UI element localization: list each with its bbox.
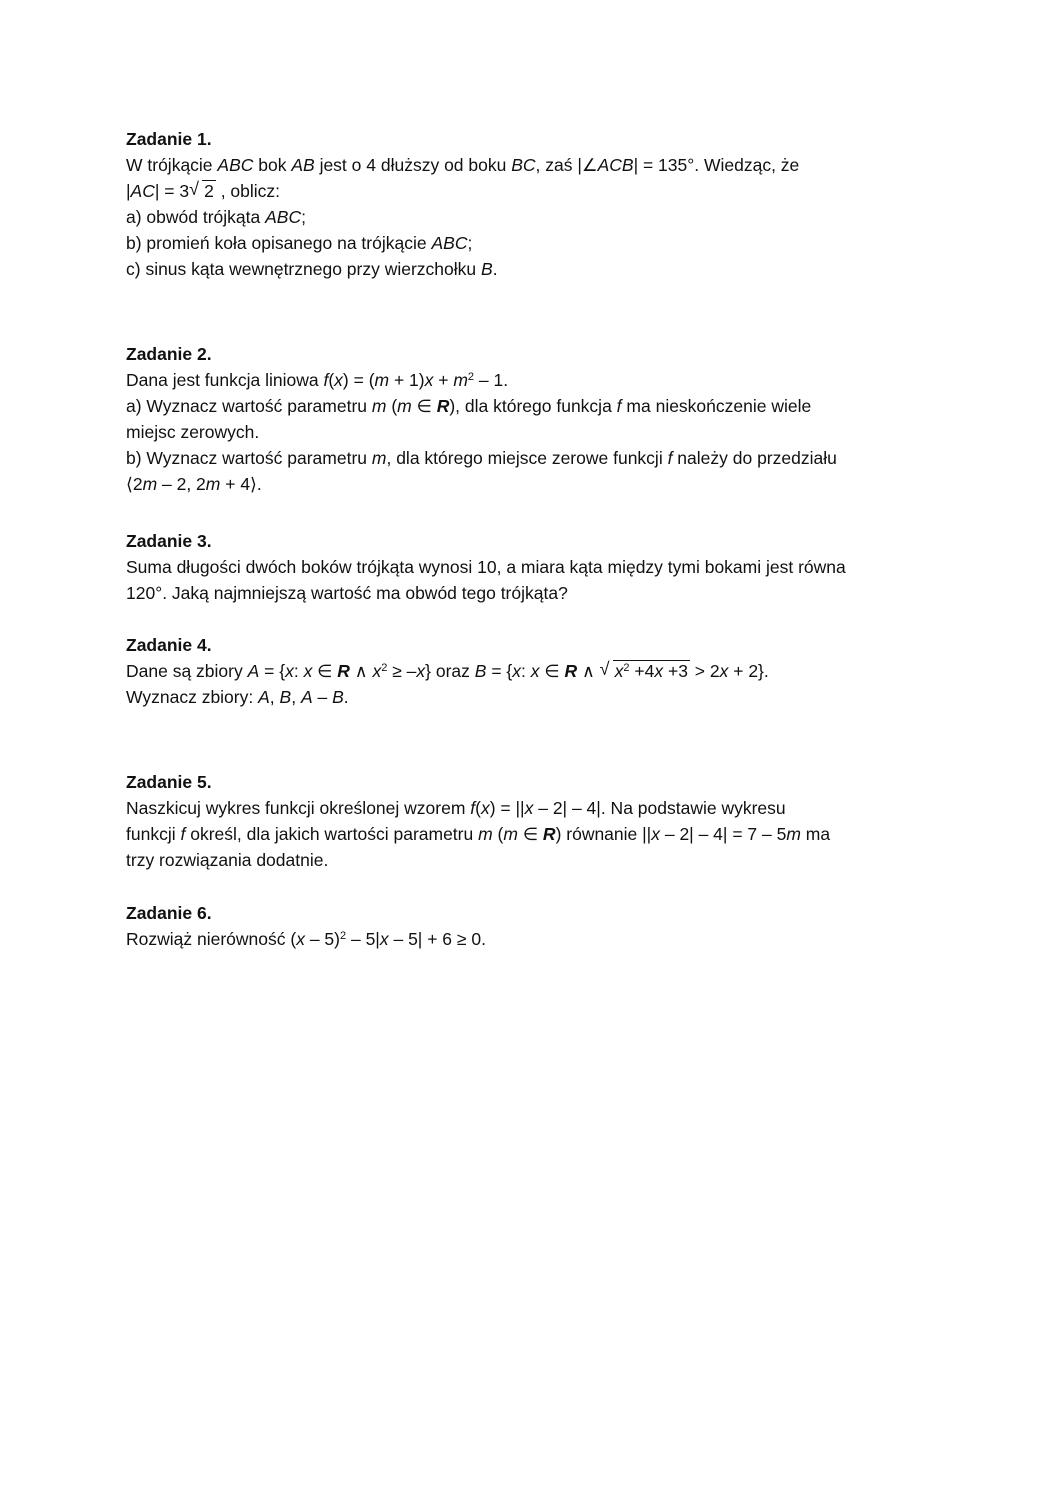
radicand: 2 [204, 181, 214, 201]
math-var: AB [291, 155, 315, 175]
task-5 [126, 769, 946, 873]
exponent: 2 [339, 930, 347, 942]
task-6-line-1 [126, 926, 946, 952]
text: , [269, 687, 280, 707]
math-var: x [285, 661, 294, 681]
text: ∈ [539, 661, 565, 681]
task-3 [126, 528, 946, 606]
exponent: 2 [623, 662, 630, 674]
math-var: x [372, 661, 382, 681]
text: , oblicz: [215, 181, 281, 201]
math-var: m [371, 448, 387, 468]
task-2-title: Zadanie 2. [126, 344, 212, 364]
real-numbers-symbol: R [564, 661, 578, 681]
text: Dane są zbiory [126, 661, 248, 681]
text: ≥ – [387, 661, 417, 681]
text: ) równanie || [555, 824, 652, 844]
math-var: f [470, 798, 476, 818]
text: b) promień koła opisanego na trójkącie [126, 233, 432, 253]
radical-sign-icon: √ [599, 659, 610, 679]
task-2-line-1 [126, 367, 946, 393]
text: ; [301, 207, 306, 227]
sqrt-expression [189, 178, 216, 204]
text: , zaś |∠ [535, 155, 598, 175]
task-6-title: Zadanie 6. [126, 903, 212, 923]
task-5-line-1 [126, 795, 946, 821]
text: : [521, 661, 531, 681]
text: – 5) [304, 929, 340, 949]
math-var: x [480, 798, 490, 818]
task-3-line-2: 120°. Jaką najmniejszą wartość ma obwód tego trójkąta? [126, 583, 568, 603]
math-var: ABC [265, 207, 302, 227]
math-var: x [614, 661, 624, 681]
task-1-line-1 [126, 152, 946, 178]
text: określ, dla jakich wartości parametru [185, 824, 479, 844]
text: – 2| – 4|. Na podstawie wykresu [533, 798, 786, 818]
task-4 [126, 632, 946, 710]
text: ⟨2 [126, 474, 143, 494]
task-1-title: Zadanie 1. [126, 129, 212, 149]
task-2-line-2 [126, 393, 946, 419]
math-var: f [323, 370, 329, 390]
math-var: m [478, 824, 493, 844]
text: Wyznacz zbiory: [126, 687, 259, 707]
text: Naszkicuj wykres funkcji określonej wzorem [126, 798, 471, 818]
math-var: x [512, 661, 522, 681]
text: ( [475, 798, 481, 818]
math-var: m [786, 824, 801, 844]
math-var: B [474, 661, 487, 681]
task-1-line-4 [126, 230, 946, 256]
math-var: m [397, 396, 412, 416]
text: a) obwód trójkąta [126, 207, 266, 227]
math-var: A [258, 687, 270, 707]
text: jest o 4 dłuższy od boku [314, 155, 512, 175]
math-var: ACB [597, 155, 634, 175]
task-1-line-3 [126, 204, 946, 230]
task-2 [126, 341, 946, 497]
math-var: x [719, 661, 729, 681]
text: Rozwiąż nierówność ( [126, 929, 297, 949]
text: c) sinus kąta wewnętrznego przy wierzchołku [126, 259, 482, 279]
radicand [613, 660, 690, 681]
text: ∧ [349, 661, 373, 681]
task-5-line-3: trzy rozwiązania dodatnie. [126, 850, 329, 870]
real-numbers-symbol: R [337, 661, 350, 681]
math-var: BC [511, 155, 536, 175]
text: ), dla którego funkcja [449, 396, 617, 416]
task-4-title: Zadanie 4. [126, 635, 212, 655]
text: + 4⟩. [220, 474, 262, 494]
math-var: x [334, 370, 343, 390]
text: , [291, 687, 301, 707]
math-var: x [424, 370, 434, 390]
math-var: m [503, 824, 518, 844]
task-3-line-1: Suma długości dwóch boków trójkąta wynosi 10, a miara kąta między tymi bokami jest równa [126, 557, 846, 577]
math-var: x [651, 824, 660, 844]
task-2-line-5 [126, 471, 946, 497]
math-var: A [247, 661, 260, 681]
task-5-title: Zadanie 5. [126, 772, 212, 792]
text: } oraz [425, 661, 475, 681]
text: ) = || [489, 798, 525, 818]
task-5-line-2 [126, 821, 946, 847]
task-2-line-4 [126, 445, 946, 471]
text: – 1. [474, 370, 509, 390]
text: , dla którego miejsce zerowe funkcji [386, 448, 668, 468]
task-1-line-5 [126, 256, 946, 282]
text: – 2| – 4| = 7 – 5 [659, 824, 787, 844]
math-var: x [654, 661, 664, 681]
task-6 [126, 900, 946, 952]
task-2-line-3: miejsc zerowych. [126, 422, 260, 442]
exponent: 2 [381, 662, 388, 674]
sqrt-expression [600, 658, 690, 684]
text: – 5| + 6 ≥ 0. [388, 929, 486, 949]
task-1 [126, 126, 946, 282]
math-var: ABC [431, 233, 468, 253]
text: | [126, 181, 131, 201]
math-var: f [180, 824, 186, 844]
text: ∈ [312, 661, 338, 681]
text: ma nieskończenie wiele [621, 396, 812, 416]
text: ( [328, 370, 335, 390]
math-var: x [303, 661, 313, 681]
text: – 2, 2 [157, 474, 206, 494]
text: a) Wyznacz wartość parametru [126, 396, 372, 416]
math-var: m [142, 474, 158, 494]
text: ma [800, 824, 831, 844]
task-4-line-1 [126, 658, 946, 684]
text: funkcji [126, 824, 181, 844]
text: ∈ [517, 824, 543, 844]
text: = { [259, 661, 286, 681]
text: Dana jest funkcja liniowa [126, 370, 324, 390]
math-var: A [300, 687, 313, 707]
task-1-line-2 [126, 178, 946, 204]
text: = { [486, 661, 513, 681]
text: ( [386, 396, 398, 416]
math-var: B [332, 687, 344, 707]
math-var: B [279, 687, 292, 707]
math-var: m [374, 370, 390, 390]
text: . [343, 687, 349, 707]
real-numbers-symbol: R [436, 396, 450, 416]
math-var: AC [130, 181, 155, 201]
text: + [433, 370, 454, 390]
text: ∈ [411, 396, 437, 416]
real-numbers-symbol: R [542, 824, 556, 844]
text: + 1) [389, 370, 425, 390]
text: ∧ [577, 661, 600, 681]
math-var: m [205, 474, 221, 494]
text: > 2 [689, 661, 720, 681]
text: W trójkącie [126, 155, 218, 175]
text: – 5| [346, 929, 380, 949]
text: b) Wyznacz wartość parametru [126, 448, 372, 468]
math-var: B [481, 259, 493, 279]
math-var: x [379, 929, 389, 949]
text: należy do przedziału [672, 448, 837, 468]
math-var: m [371, 396, 387, 416]
math-var: x [416, 661, 426, 681]
text: ; [467, 233, 473, 253]
task-4-line-2 [126, 684, 946, 710]
text: ) = ( [342, 370, 375, 390]
text: bok [253, 155, 292, 175]
text: | = 3 [154, 181, 190, 201]
math-var: ABC [217, 155, 254, 175]
math-var: f [616, 396, 622, 416]
math-var: x [530, 661, 540, 681]
math-var: f [667, 448, 673, 468]
text: – [312, 687, 333, 707]
math-var: x [524, 798, 534, 818]
text: +3 [663, 661, 688, 681]
math-var: x [296, 929, 305, 949]
text: ( [492, 824, 504, 844]
task-3-title: Zadanie 3. [126, 531, 212, 551]
text: . [492, 259, 498, 279]
text: | = 135°. Wiedząc, że [633, 155, 800, 175]
radical-sign-icon: √ [189, 179, 199, 199]
text: + 2}. [728, 661, 769, 681]
text: : [293, 661, 304, 681]
exponent: 2 [467, 371, 475, 383]
math-var: m [453, 370, 468, 390]
text: +4 [629, 661, 655, 681]
